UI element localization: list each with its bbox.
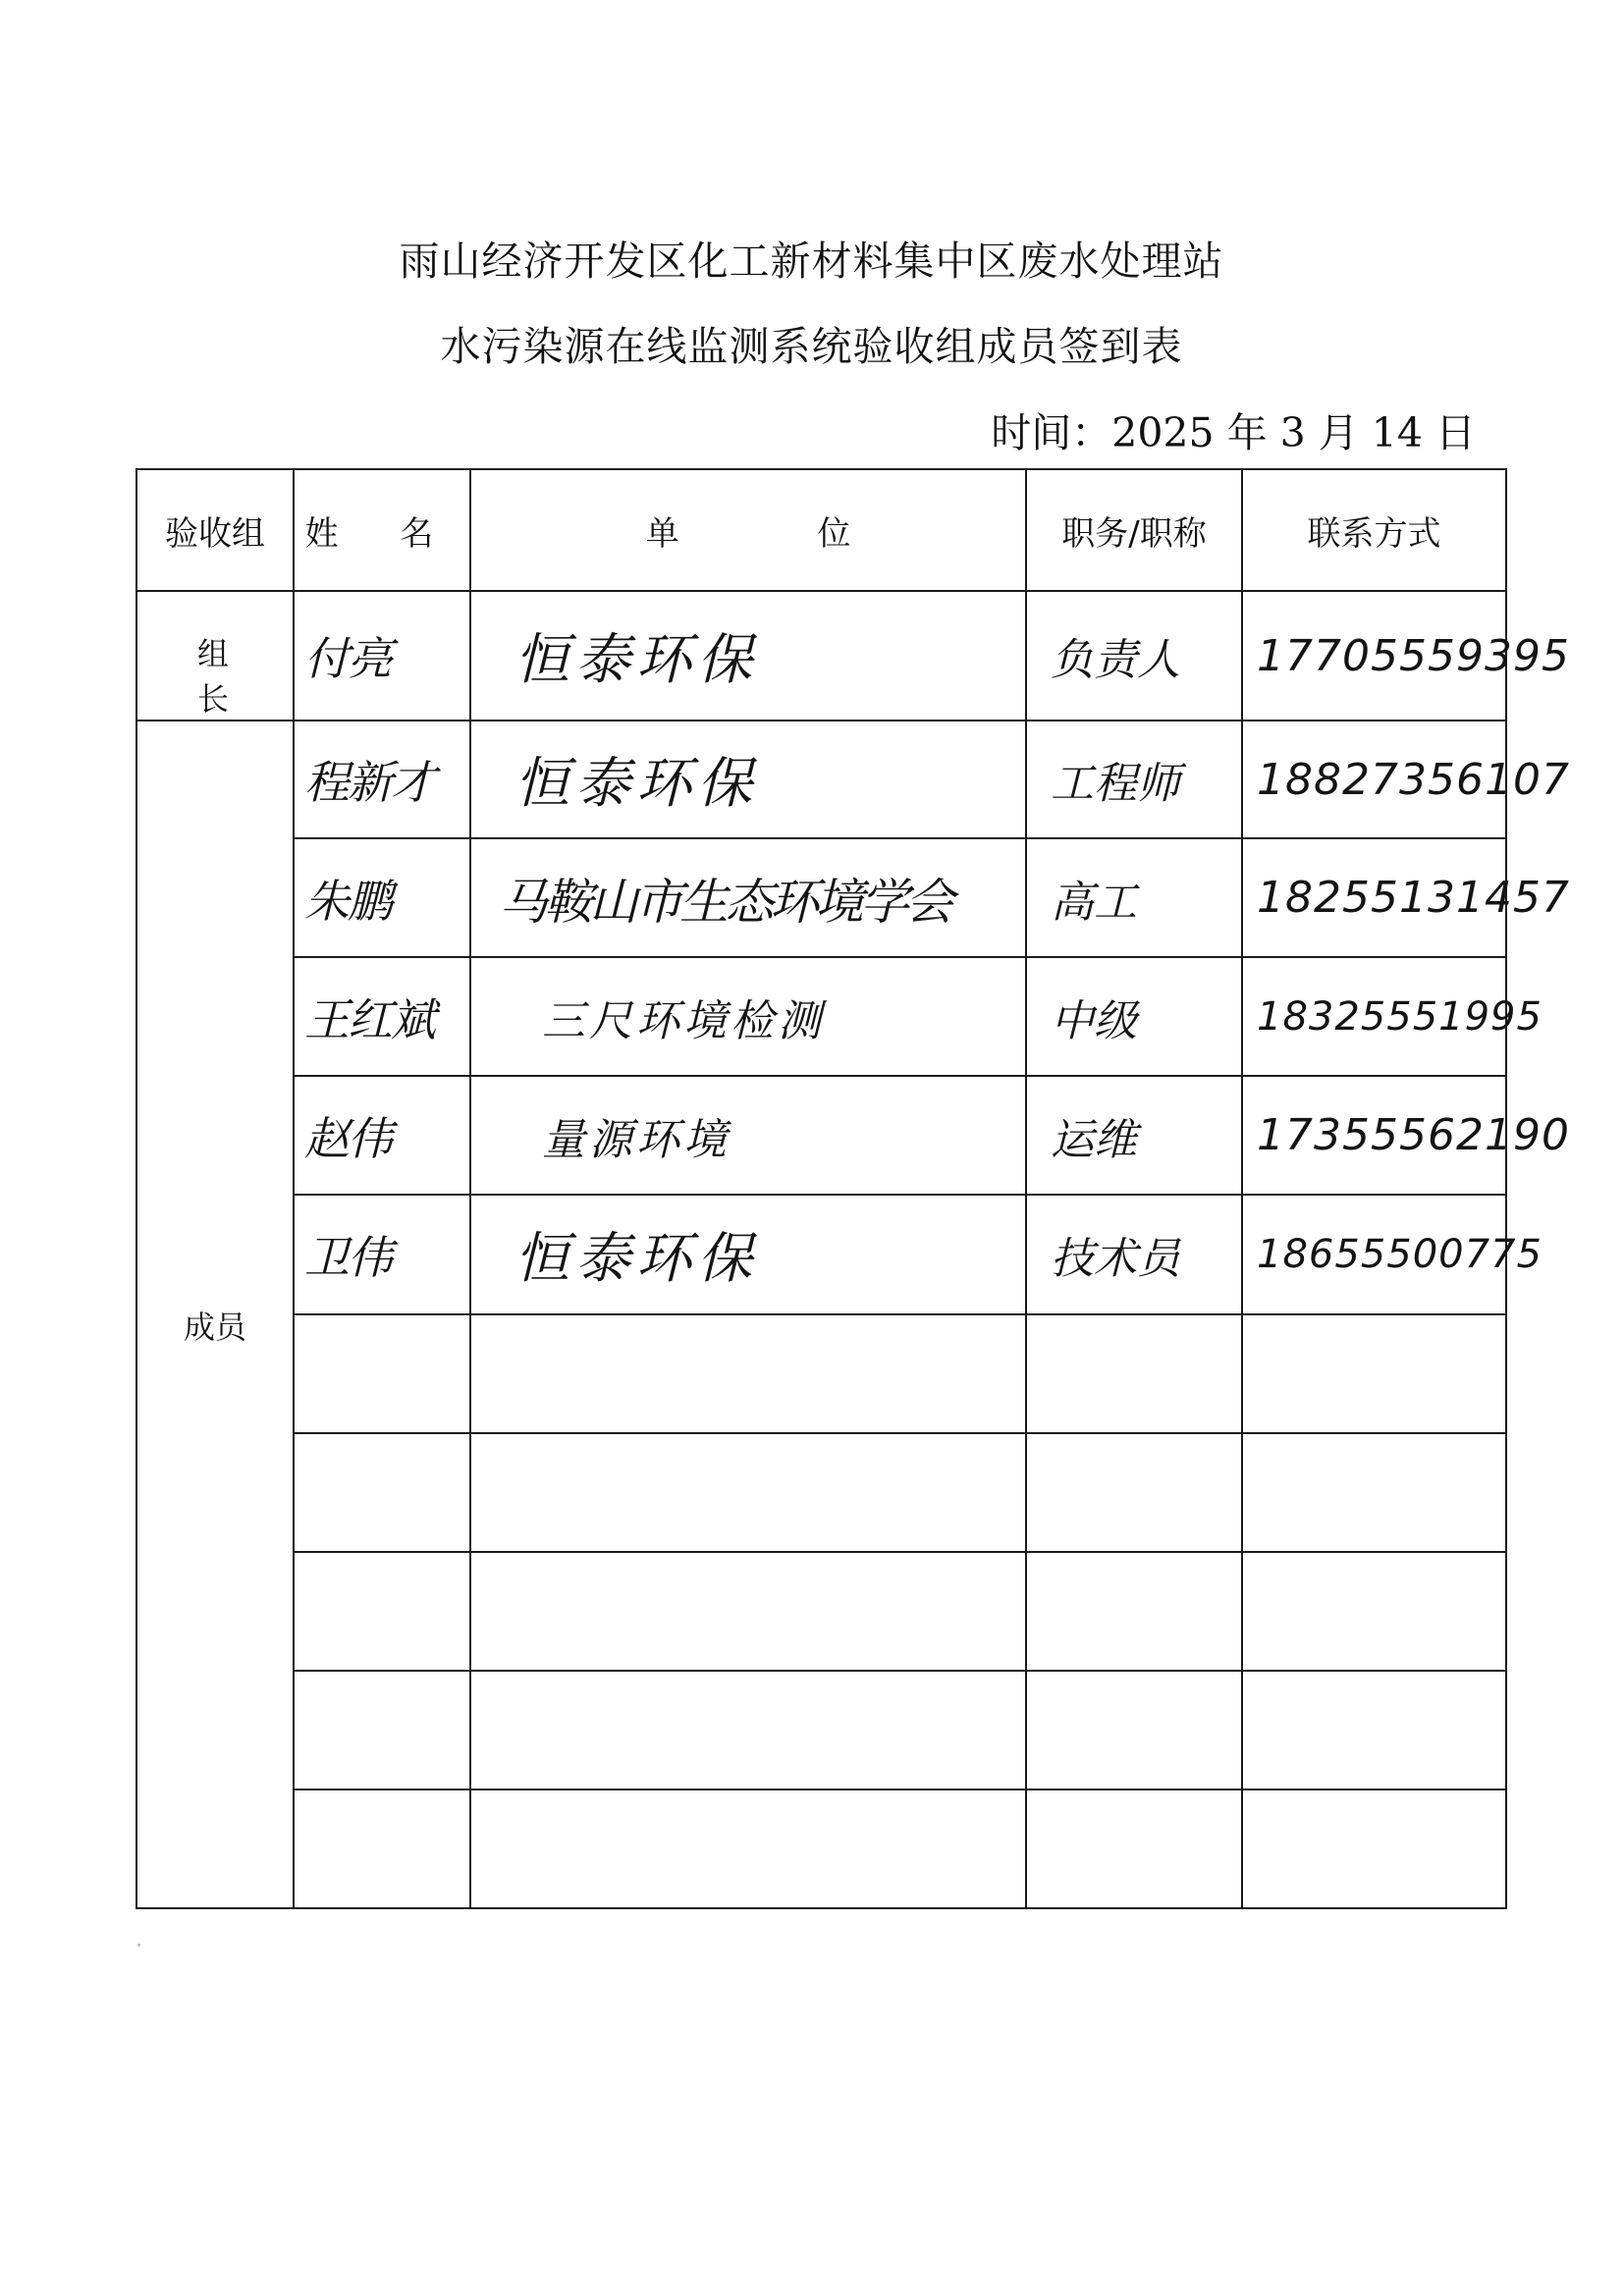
contact-cell: [1242, 838, 1570, 957]
name-cell: [294, 1195, 470, 1314]
handwritten-unit: 恒泰环保: [514, 1227, 758, 1291]
position-cell: [1026, 591, 1242, 721]
handwritten-contact: 18827356107: [1257, 754, 1570, 805]
handwritten-contact: 18325551995: [1257, 993, 1542, 1040]
handwritten-name: 程新才: [304, 756, 434, 809]
unit-cell: [470, 1314, 1026, 1433]
handwritten-position: 负责人: [1051, 635, 1180, 685]
name-cell: [294, 1076, 470, 1195]
contact-cell: [1242, 957, 1542, 1076]
unit-cell: [470, 1433, 1026, 1552]
name-cell: [294, 591, 470, 721]
handwritten-position: 工程师: [1051, 759, 1180, 809]
table-row: [136, 838, 1506, 957]
unit-cell: [470, 1195, 1026, 1314]
header-position: 职务/职称: [1026, 469, 1242, 591]
sign-in-table: [135, 468, 1570, 1909]
unit-cell: [470, 1076, 1026, 1195]
leader-group-cell: [136, 591, 294, 721]
sign-in-date: 时间：2025 年 3 月 14 日: [991, 409, 1476, 456]
name-cell: [294, 1671, 470, 1789]
name-cell: [294, 1314, 470, 1433]
handwritten-unit: 马鞍山市生态环境学会: [499, 873, 950, 931]
empty-row: [136, 1314, 1506, 1433]
handwritten-position: 技术员: [1051, 1234, 1180, 1284]
table-row: [136, 957, 1506, 1076]
empty-row: [136, 1671, 1506, 1789]
handwritten-name: 卫伟: [304, 1231, 391, 1284]
handwritten-name: 朱鹏: [304, 874, 391, 928]
handwritten-contact: 17355562190: [1257, 1110, 1570, 1160]
leader-label: 组 长: [196, 635, 250, 718]
header-contact: 联系方式: [1242, 469, 1506, 591]
unit-cell: [470, 1671, 1026, 1789]
handwritten-name: 王红斌: [304, 992, 434, 1046]
handwritten-position: 中级: [1051, 995, 1137, 1046]
table-row: [136, 1076, 1506, 1195]
unit-cell: [470, 957, 1026, 1076]
handwritten-name: 付亮: [304, 632, 391, 685]
handwritten-position: 运维: [1051, 1114, 1137, 1165]
empty-row: [136, 1552, 1506, 1671]
handwritten-contact: 17705559395: [1257, 630, 1570, 681]
name-cell: [294, 838, 470, 957]
contact-cell: [1242, 1433, 1506, 1552]
contact-cell: [1242, 591, 1570, 721]
position-cell: [1026, 1314, 1242, 1433]
handwritten-position: 高工: [1051, 877, 1137, 928]
unit-cell: [470, 721, 1026, 838]
position-cell: [1026, 1789, 1242, 1908]
document-title-line2: 水污染源在线监测系统验收组成员签到表: [440, 323, 1183, 370]
position-cell: [1026, 1076, 1242, 1195]
document-title-line1: 雨山经济开发区化工新材料集中区废水处理站: [399, 238, 1224, 285]
unit-cell: [470, 838, 1026, 957]
position-cell: [1026, 1195, 1242, 1314]
table-row: [136, 721, 1506, 838]
position-cell: [1026, 838, 1242, 957]
empty-row: [136, 1433, 1506, 1552]
name-cell: [294, 1789, 470, 1908]
unit-cell: [470, 591, 1026, 721]
unit-cell: [470, 1552, 1026, 1671]
table-header-row: [136, 469, 1506, 591]
position-cell: [1026, 1433, 1242, 1552]
contact-cell: [1242, 1195, 1542, 1314]
handwritten-contact: 18655500775: [1257, 1232, 1542, 1277]
table-row: [136, 591, 1506, 721]
handwritten-contact: 18255131457: [1257, 873, 1570, 923]
header-group: 验收组: [136, 469, 294, 591]
name-cell: [294, 1433, 470, 1552]
name-cell: [294, 1552, 470, 1671]
handwritten-unit: 量源环境: [542, 1114, 730, 1165]
handwritten-unit: 恒泰环保: [514, 628, 758, 692]
contact-cell: [1242, 1789, 1506, 1908]
handwritten-unit: 三尺环境检测: [542, 995, 825, 1046]
header-name: 姓 名: [294, 469, 470, 591]
position-cell: [1026, 1671, 1242, 1789]
members-group-cell: [136, 721, 294, 1908]
contact-cell: [1242, 1314, 1506, 1433]
scan-speck: [137, 1944, 140, 1947]
empty-row: [136, 1789, 1506, 1908]
header-unit: 单 位: [470, 469, 1026, 591]
contact-cell: [1242, 1552, 1506, 1671]
position-cell: [1026, 721, 1242, 838]
handwritten-name: 赵伟: [304, 1111, 391, 1165]
contact-cell: [1242, 1076, 1570, 1195]
name-cell: [294, 957, 470, 1076]
unit-cell: [470, 1789, 1026, 1908]
position-cell: [1026, 1552, 1242, 1671]
contact-cell: [1242, 1671, 1506, 1789]
position-cell: [1026, 957, 1242, 1076]
members-label: 成员: [183, 1308, 246, 1346]
table-row: [136, 1195, 1506, 1314]
contact-cell: [1242, 721, 1570, 838]
handwritten-unit: 恒泰环保: [514, 752, 758, 816]
name-cell: [294, 721, 470, 838]
